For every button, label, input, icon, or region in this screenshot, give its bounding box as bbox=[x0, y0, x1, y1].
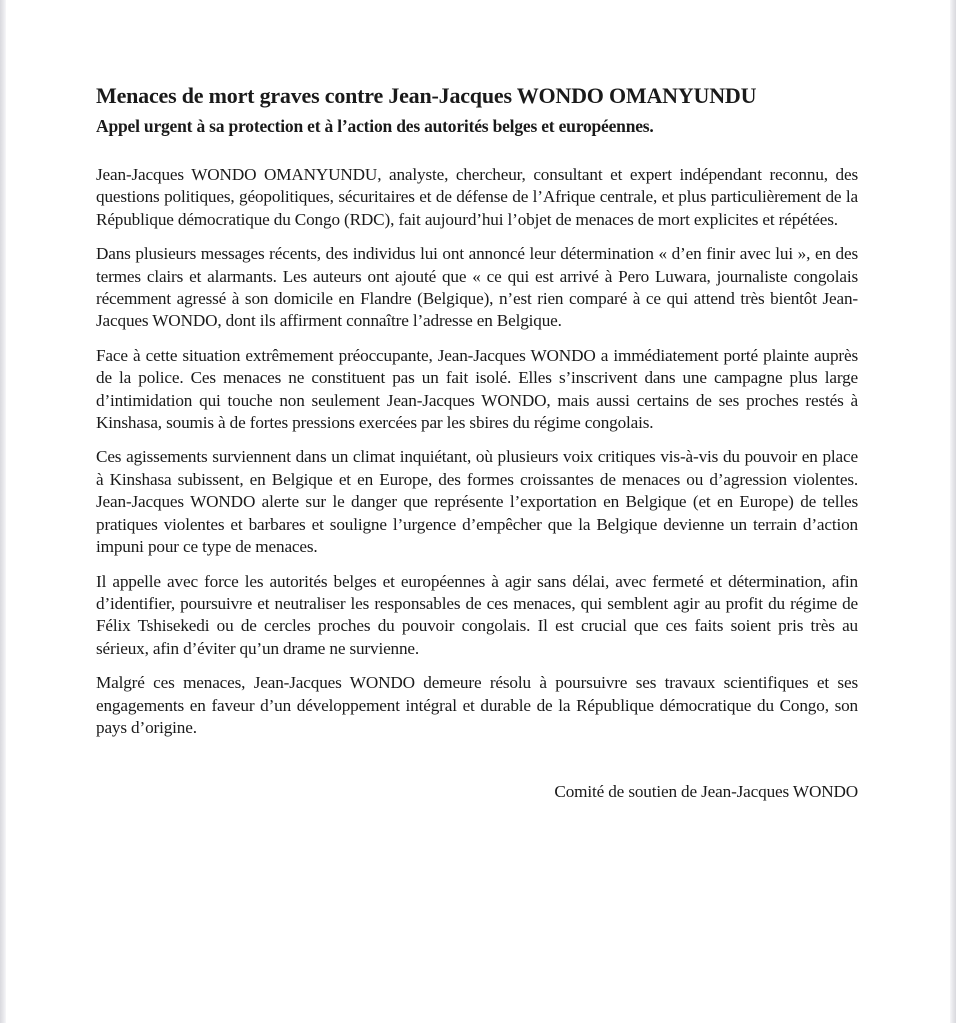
signature: Comité de soutien de Jean-Jacques WONDO bbox=[554, 782, 858, 802]
document-subtitle: Appel urgent à sa protection et à l’action des autorités belges et européennes. bbox=[96, 116, 654, 136]
document-title: Menaces de mort graves contre Jean-Jacques WONDO OMANYUNDU bbox=[96, 83, 757, 108]
page-edge-left bbox=[0, 0, 6, 1023]
page-edge-right bbox=[950, 0, 956, 1023]
paragraph-appeal: Il appelle avec force les autorités belges et européennes à agir sans délai, avec fermeté et détermination, afin d’identifier, poursuivre et neutraliser les responsables de ces menaces, qui semblent agir au profit du régime de Félix Tshisekedi ou de cercles proches du pouvoir congolais. Il est crucial que ces faits soient pris très au sérieux, afin d’éviter qu’un drame ne survienne. bbox=[96, 571, 858, 658]
paragraph-threat-messages: Dans plusieurs messages récents, des individus lui ont annoncé leur détermination « d’en finir avec lui », en des termes clairs et alarmants. Les auteurs ont ajouté que « ce qui est arrivé à Pero Luwara, journaliste congolais récemment agressé à son domicile en Flandre (Belgique), n’est rien comparé à ce qui attend très bientôt Jean-Jacques WONDO, dont ils affirment connaître l’adresse en Belgique. bbox=[96, 244, 858, 331]
paragraph-resolve: Malgré ces menaces, Jean-Jacques WONDO demeure résolu à poursuivre ses travaux scientifiques et ses engagements en faveur d’un développement intégral et durable de la République démocratique du Congo, son pays d’origine. bbox=[96, 673, 858, 737]
paragraph-intro: Jean-Jacques WONDO OMANYUNDU, analyste, chercheur, consultant et expert indépendant reconnu, des questions politiques, géopolitiques, sécuritaires et de défense de l’Afrique centrale, et plus particulièrement de la République démocratique du Congo (RDC), fait aujourd’hui l’objet de menaces de mort explicites et répétées. bbox=[96, 165, 858, 229]
paragraph-climate: Ces agissements surviennent dans un climat inquiétant, où plusieurs voix critiques vis-à-vis du pouvoir en place à Kinshasa subissent, en Belgique et en Europe, des formes croissantes de menaces ou d’agression violentes. Jean-Jacques WONDO alerte sur le danger que représente l’exportation en Belgique (et en Europe) de telles pratiques violentes et barbares et souligne l’urgence d’empêcher que la Belgique devienne un terrain d’action impuni pour ce type de menaces. bbox=[96, 447, 858, 557]
document-page bbox=[96, 82, 858, 803]
paragraph-police-complaint: Face à cette situation extrêmement préoccupante, Jean-Jacques WONDO a immédiatement porté plainte auprès de la police. Ces menaces ne constituent pas un fait isolé. Elles s’inscrivent dans une campagne plus large d’intimidation qui touche non seulement Jean-Jacques WONDO, mais aussi certains de ses proches restés à Kinshasa, soumis à de fortes pressions exercées par les sbires du régime congolais. bbox=[96, 345, 858, 433]
document-body bbox=[96, 164, 858, 739]
